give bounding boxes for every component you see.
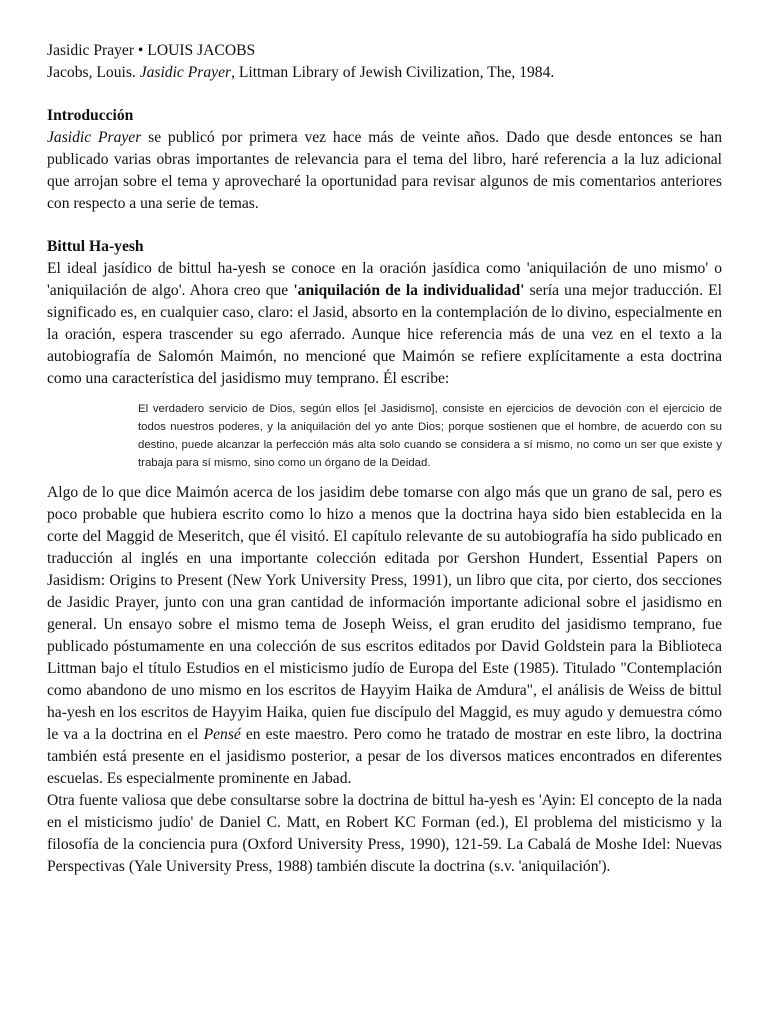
intro-paragraph-text: se publicó por primera vez hace más de veinte años. Dado que desde entonces se han publicado varias obras importantes de relevancia para el tema del libro, haré referencia a la luz adicional que arrojan sobre el tema y aprovecharé la oportunidad para revisar algunos de mis comentarios anteriores con respecto a una serie de temas. (47, 129, 722, 212)
header-title (47, 40, 722, 62)
header-citation (47, 62, 722, 84)
section-heading-introduccion: Introducción (47, 107, 134, 124)
citation-book-title: Jasidic Prayer (139, 64, 232, 81)
bittul-paragraph-1 (47, 258, 722, 390)
intro-paragraph (47, 127, 722, 215)
bittul-paragraph-3: Otra fuente valiosa que debe consultarse sobre la doctrina de bittul ha-yesh es 'Ayin: El concepto de la nada en el misticismo judío' de Daniel C. Matt, en Robert KC Forman (ed.), El problema del misticismo y la filosofía de la conciencia pura (Oxford University Press, 1990), 121-59. La Cabalá de Moshe Idel: Nuevas Perspectivas (Yale University Press, 1988) también discute la doctrina (s.v. 'aniquilación'). (47, 792, 722, 875)
bittul-p2-italic: Pensé (203, 726, 241, 743)
citation-author: Jacobs, Louis. (47, 64, 140, 81)
intro-book-title: Jasidic Prayer (47, 129, 142, 146)
bittul-p2-text-a: Algo de lo que dice Maimón acerca de los jasidim debe tomarse con algo más que un grano de sal, pero es poco probable que hubiera escrito como lo hizo a menos que la doctrina haya sido bien establecida en la corte del Maggid de Meseritch, que él visitó. El capítulo relevante de su autobiografía ha sido publicado en traducción al inglés en una importante colección editada por Gershon Hundert, Essential Papers on Jasidism: Origins to Present (New York University Press, 1991), un libro que cita, por cierto, dos secciones de Jasidic Prayer, junto con una gran cantidad de información importante adicional sobre el jasidismo en general. Un ensayo sobre el mismo tema de Joseph Weiss, el gran erudito del jasidismo temprano, fue publicado póstumamente en una colección de sus escritos editados por David Goldstein para la Biblioteca Littman bajo el título Estudios en el misticismo judío de Europa del Este (1985). Titulado "Contemplación como abandono de uno mismo en los escritos de Hayyim Haika de Amdura", el análisis de Weiss de bittul ha-yesh en los escritos de Hayyim Haika, quien fue discípulo del Maggid, es muy agudo y demuestra cómo le va a la doctrina en el (47, 484, 722, 743)
bittul-p1-text-b: sería una mejor traducción. El significado es, en cualquier caso, claro: el Jasid, absorto en la contemplación de lo divino, especialmente en la oración, espera trascender su ego aferrado. Aunque hice referencia más de una vez en el texto a la autobiografía de Salomón Maimón, no mencioné que Maimón se refiere explícitamente a esta doctrina como una característica del jasidismo muy temprano. Él escribe: (47, 282, 722, 387)
document-page (47, 40, 722, 878)
block-quote: El verdadero servicio de Dios, según ellos [el Jasidismo], consiste en ejercicios de devoción con el ejercicio de todos nuestros poderes, y la aniquilación del yo ante Dios; porque sostienen que el hombre, de acuerdo con su destino, puede alcanzar la perfección más alta solo cuando se considera a sí mismo, no como un ser que existe y trabaja para sí mismo, sino como un órgano de la Deidad. (138, 403, 722, 469)
bittul-paragraph-2 (47, 482, 722, 790)
section-heading-bittul: Bittul Ha-yesh (47, 238, 144, 255)
citation-publisher: , Littman Library of Jewish Civilization, The, 1984. (231, 64, 555, 81)
bittul-p2-text-b: en este maestro. Pero como he tratado de mostrar en este libro, la doctrina también está presente en el jasidismo posterior, a pesar de los diversos matices encontrados en diferentes escuelas. Es especialmente prominente en Jabad. (47, 726, 722, 787)
bittul-p1-bold: 'aniquilación de la individualidad' (293, 282, 525, 299)
bittul-p1-text-a: El ideal jasídico de bittul ha-yesh se conoce en la oración jasídica como 'aniquilación de uno mismo' o 'aniquilación de algo'. Ahora creo que (47, 260, 722, 299)
header-title-text: Jasidic Prayer • LOUIS JACOBS (47, 42, 256, 59)
